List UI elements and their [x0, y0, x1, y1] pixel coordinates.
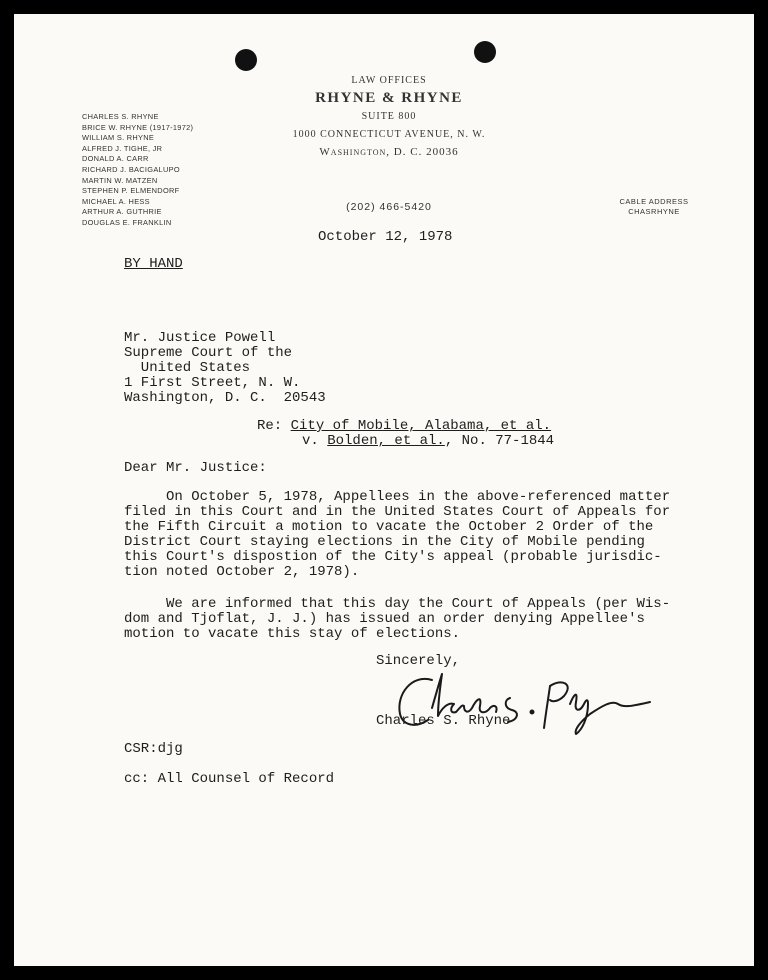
partner-list: [82, 112, 193, 229]
paragraph-line: dom and Tjoflat, J. J.) has issued an order denying Appellee's: [124, 611, 645, 627]
salutation: Dear Mr. Justice:: [124, 460, 267, 476]
address-line: Washington, D. C. 20543: [124, 390, 326, 406]
partner-name: MICHAEL A. HESS: [82, 196, 150, 206]
partner-name: CHARLES S. RHYNE: [82, 112, 159, 121]
binder-hole-left: [235, 49, 257, 71]
phone-number: (202) 466-5420: [346, 201, 432, 213]
partner-name: BRICE W. RHYNE (1917-1972): [82, 122, 194, 132]
city-address: Washington, D. C. 20036: [319, 146, 459, 158]
case-number: , No. 77-1844: [444, 433, 555, 449]
partner-name: ALFRED J. TIGHE, JR: [82, 143, 163, 153]
paragraph-line: filed in this Court and in the United States Court of Appeals for: [124, 504, 671, 520]
partner-name: RICHARD J. BACIGALUPO: [82, 164, 180, 174]
case-name-2: Bolden, et al.: [327, 433, 445, 449]
firm-name: RHYNE & RHYNE: [315, 90, 463, 106]
letter-date: October 12, 1978: [318, 229, 453, 245]
binder-hole-right: [474, 41, 496, 63]
paragraph-line: On October 5, 1978, Appellees in the above-referenced matter: [124, 489, 671, 505]
street-address: 1000 CONNECTICUT AVENUE, N. W.: [292, 129, 486, 140]
address-line: Supreme Court of the: [124, 345, 293, 361]
suite-label: SUITE 800: [361, 111, 417, 122]
letter-page: [14, 14, 754, 966]
carbon-copy: cc: All Counsel of Record: [124, 771, 335, 787]
cable-address-label: CABLE ADDRESS: [619, 197, 689, 206]
case-name-1: City of Mobile, Alabama, et al.: [290, 418, 552, 434]
paragraph-line: tion noted October 2, 1978).: [124, 564, 360, 580]
closing: Sincerely,: [376, 653, 461, 669]
typist-initials: CSR:djg: [124, 741, 183, 757]
re-label: Re:: [257, 418, 291, 434]
partner-name: STEPHEN P. ELMENDORF: [82, 186, 180, 196]
paragraph-line: motion to vacate this stay of elections.: [124, 626, 461, 642]
signer-name: Charles S. Rhyne: [376, 713, 511, 729]
partner-name: DOUGLAS E. FRANKLIN: [82, 217, 172, 227]
partner-name: DONALD A. CARR: [82, 154, 149, 164]
paragraph-line: We are informed that this day the Court of Appeals (per Wis-: [124, 596, 671, 612]
partner-name: ARTHUR A. GUTHRIE: [82, 207, 162, 217]
partner-name: MARTIN W. MATZEN: [82, 175, 158, 185]
cable-address-value: CHASRHYNE: [628, 207, 680, 216]
address-line: Mr. Justice Powell: [124, 330, 276, 346]
partner-name: WILLIAM S. RHYNE: [82, 133, 155, 143]
delivery-method: BY HAND: [124, 256, 183, 272]
re-line-2: [302, 434, 554, 450]
address-line: United States: [124, 360, 251, 376]
paragraph-line: the Fifth Circuit a motion to vacate the October 2 Order of the: [124, 519, 654, 535]
address-line: 1 First Street, N. W.: [124, 375, 301, 391]
law-offices-label: LAW OFFICES: [351, 75, 427, 86]
paragraph-line: District Court staying elections in the City of Mobile pending: [124, 534, 645, 550]
paragraph-line: this Court's dispostion of the City's appeal (probable jurisdic-: [124, 549, 662, 565]
versus: v.: [302, 433, 328, 449]
